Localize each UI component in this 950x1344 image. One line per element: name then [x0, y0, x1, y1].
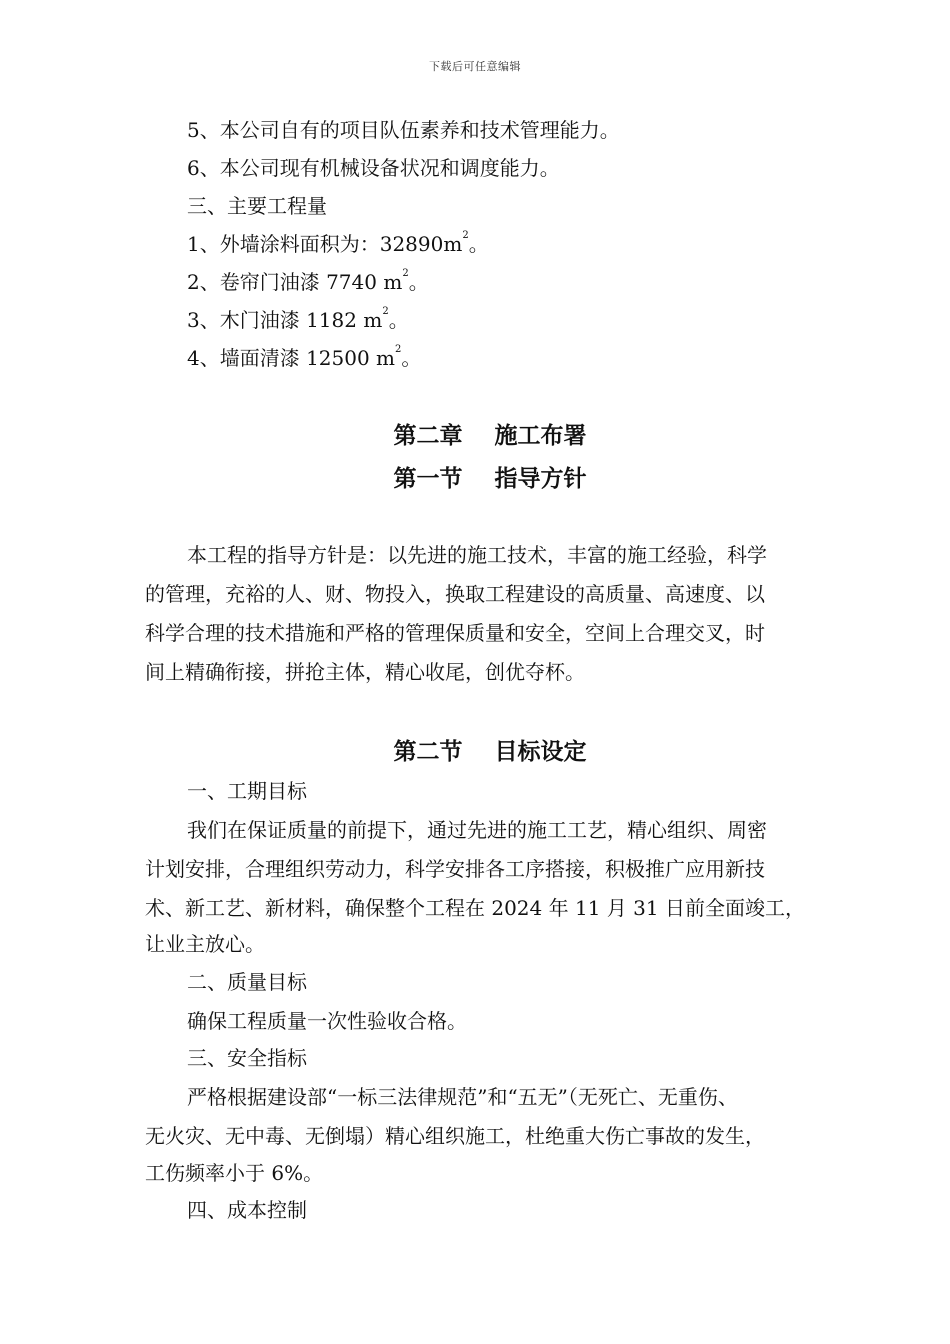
- intro-item-5: 5、本公司自有的项目队伍素养和技术管理能力。: [187, 118, 620, 142]
- intro-item-6: 6、本公司现有机械设备状况和调度能力。: [187, 156, 560, 180]
- section-title-goals: 第二节 目标设定: [393, 739, 587, 765]
- safety-goal-text: 工伤频率小于 6%。: [145, 1161, 324, 1185]
- main-quantities-heading: 三、主要工程量: [187, 194, 327, 218]
- quality-goal-heading: 二、质量目标: [187, 970, 307, 994]
- page-header-note: 下载后可任意编辑: [429, 60, 521, 73]
- guideline-paragraph-line: 科学合理的技术措施和严格的管理保质量和安全，空间上合理交叉，时: [145, 621, 765, 645]
- guideline-paragraph-line: 的管理，充裕的人、财、物投入，换取工程建设的高质量、高速度、以: [145, 582, 765, 606]
- quantity-item-4: 4、墙面清漆 12500 $m^2$。: [187, 344, 422, 370]
- quantity-item-3: 3、木门油漆 1182 $m^2$。: [187, 306, 409, 332]
- schedule-goal-text: 计划安排，合理组织劳动力，科学安排各工序搭接，积极推广应用新技: [145, 857, 765, 881]
- guideline-paragraph-line: 间上精确衔接，拼抢主体，精心收尾，创优夺杯。: [145, 660, 585, 684]
- quantity-item-1: 1、外墙涂料面积为：$32890m^2$。: [187, 230, 489, 256]
- chapter-title: 第二章 施工布署: [393, 423, 587, 449]
- schedule-goal-text: 我们在保证质量的前提下，通过先进的施工工艺，精心组织、周密: [187, 818, 767, 842]
- section-title-guideline: 第一节 指导方针: [393, 466, 587, 492]
- quality-goal-text: 确保工程质量一次性验收合格。: [187, 1009, 467, 1033]
- schedule-goal-heading: 一、工期目标: [187, 779, 307, 803]
- quantity-item-2: 2、卷帘门油漆 7740 $m^2$。: [187, 268, 429, 294]
- safety-goal-text: 严格根据建设部“一标三法律规范”和“五无”（无死亡、无重伤、: [187, 1085, 738, 1109]
- safety-goal-text: 无火灾、无中毒、无倒塌）精心组织施工，杜绝重大伤亡事故的发生，: [145, 1124, 765, 1148]
- cost-control-heading: 四、成本控制: [187, 1198, 307, 1222]
- safety-goal-heading: 三、安全指标: [187, 1046, 307, 1070]
- schedule-goal-text: 让业主放心。: [145, 932, 265, 956]
- guideline-paragraph-line: 本工程的指导方针是：以先进的施工技术，丰富的施工经验，科学: [187, 543, 767, 567]
- schedule-goal-text: 术、新工艺、新材料，确保整个工程在 2024 年 11 月 31 日前全面竣工，: [145, 896, 805, 920]
